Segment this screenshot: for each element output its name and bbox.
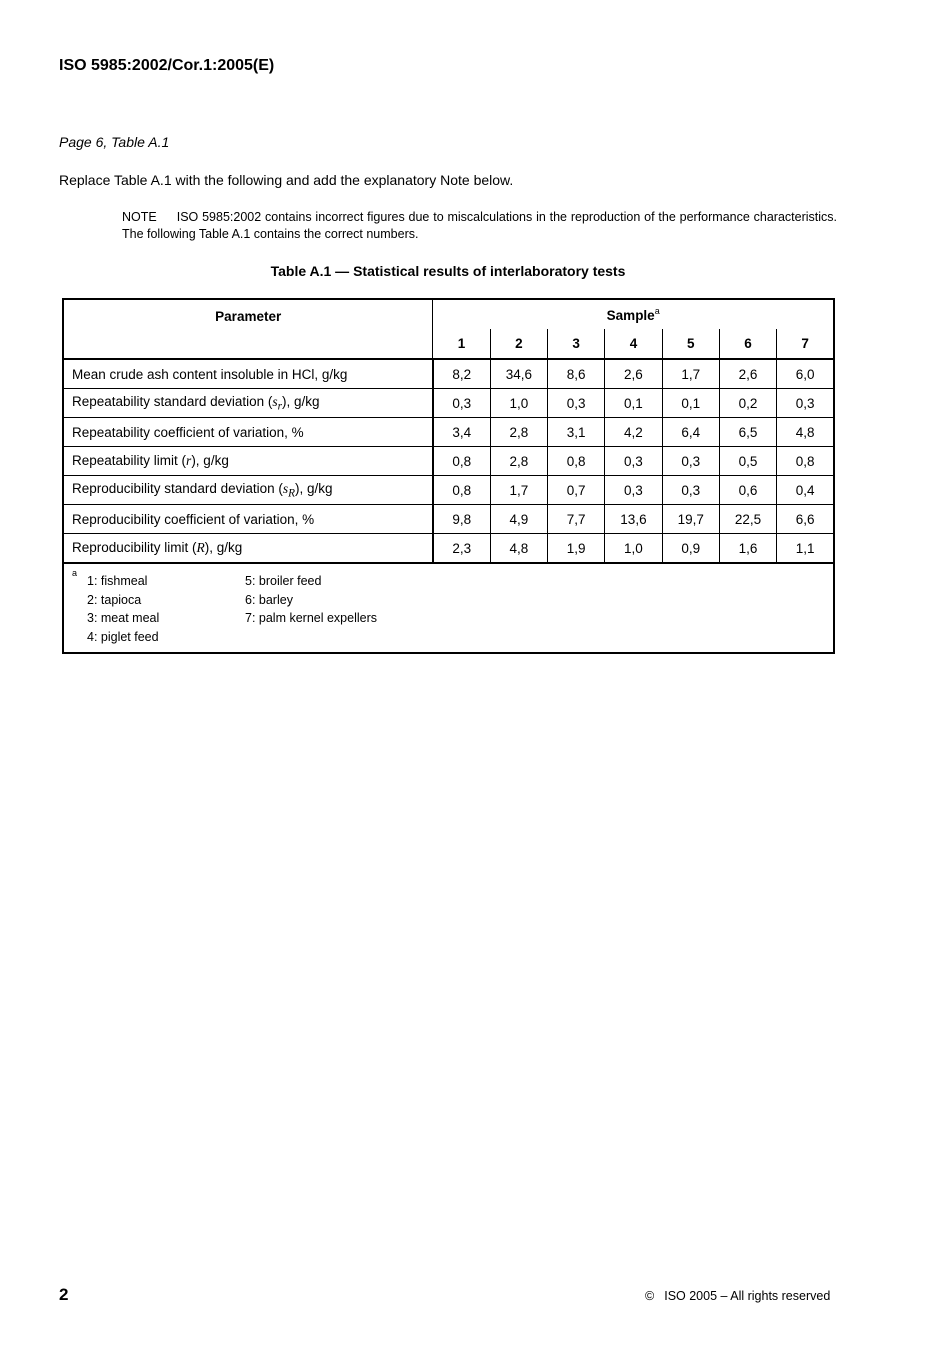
table-cell: 0,3 xyxy=(605,476,662,505)
row-label xyxy=(63,389,433,418)
row-label-text: ), g/kg xyxy=(204,540,243,555)
results-table xyxy=(62,298,835,654)
table-cell: 4,2 xyxy=(605,418,662,447)
page-reference: Page 6, Table A.1 xyxy=(59,134,170,150)
table-cell: 0,3 xyxy=(662,447,719,476)
row-label-text: Reproducibility standard deviation ( xyxy=(72,480,283,496)
row-label: Mean crude ash content insoluble in HCl, g/kg xyxy=(63,359,433,389)
note-text: ISO 5985:2002 contains incorrect figures due to miscalculations in the reproduction of the performance characteristics. The following Table A.1 contains the correct numbers. xyxy=(122,210,837,241)
table-cell: 1,1 xyxy=(777,534,834,564)
table-cell: 0,8 xyxy=(433,447,490,476)
table-cell: 4,9 xyxy=(490,505,547,534)
symbol: r xyxy=(186,453,192,468)
table-cell: 3,4 xyxy=(433,418,490,447)
table-title: Table A.1 — Statistical results of interlaboratory tests xyxy=(270,263,626,279)
instruction-text: Replace Table A.1 with the following and add the explanatory Note below. xyxy=(59,172,514,188)
table-cell: 8,6 xyxy=(548,359,605,389)
row-label-text: Reproducibility limit ( xyxy=(72,540,197,555)
table-cell: 0,3 xyxy=(662,476,719,505)
footnote-item: 2: tapioca xyxy=(87,592,142,607)
row-label xyxy=(63,447,433,476)
copyright-text: ISO 2005 – All rights reserved xyxy=(664,1289,831,1303)
table-row xyxy=(63,505,834,534)
table-cell: 8,2 xyxy=(433,359,490,389)
table-cell: 0,7 xyxy=(548,476,605,505)
footnote-item: 6: barley xyxy=(245,592,293,607)
table-cell: 0,5 xyxy=(719,447,776,476)
table-cell: 2,6 xyxy=(605,359,662,389)
table-cell: 2,3 xyxy=(433,534,490,564)
table-cell: 6,6 xyxy=(777,505,834,534)
sample-header-label: Sample xyxy=(606,308,655,323)
table-cell: 6,0 xyxy=(777,359,834,389)
row-label-text: ), g/kg xyxy=(191,453,229,468)
sample-number: 5 xyxy=(662,329,719,359)
table-row xyxy=(63,389,834,418)
footnote-item: 5: broiler feed xyxy=(245,574,322,588)
row-label: Reproducibility coefficient of variation, % xyxy=(63,505,433,534)
footnote-item: 4: piglet feed xyxy=(87,630,159,645)
table-cell: 0,2 xyxy=(719,389,776,418)
copyright-notice xyxy=(645,1289,830,1303)
table-row xyxy=(63,534,834,564)
sample-number: 1 xyxy=(433,329,490,359)
table-cell: 0,1 xyxy=(605,389,662,418)
table-cell: 22,5 xyxy=(719,505,776,534)
table-cell: 2,6 xyxy=(719,359,776,389)
page-number: 2 xyxy=(59,1285,69,1304)
table-cell: 1,0 xyxy=(490,389,547,418)
table-cell: 1,0 xyxy=(605,534,662,564)
symbol: s xyxy=(282,480,289,496)
table-cell: 0,4 xyxy=(777,476,834,505)
footnote-item: 7: palm kernel expellers xyxy=(245,611,378,626)
copyright-symbol: © xyxy=(645,1289,655,1303)
symbol: R xyxy=(196,540,205,555)
table-row xyxy=(63,418,834,447)
footnote-mark: a xyxy=(72,568,78,578)
row-label-text: Repeatability limit ( xyxy=(72,453,187,468)
row-label: Repeatability coefficient of variation, % xyxy=(63,418,433,447)
footnote-item: 3: meat meal xyxy=(87,611,160,626)
table-cell: 34,6 xyxy=(490,359,547,389)
sample-number: 4 xyxy=(605,329,662,359)
table-cell: 7,7 xyxy=(548,505,605,534)
table-cell: 0,3 xyxy=(433,389,490,418)
note-label: NOTE xyxy=(122,210,157,224)
symbol-subscript: r xyxy=(277,400,283,413)
table-cell: 1,9 xyxy=(548,534,605,564)
sample-number: 6 xyxy=(719,329,776,359)
table-cell: 4,8 xyxy=(777,418,834,447)
table-cell: 0,3 xyxy=(777,389,834,418)
symbol: s xyxy=(272,393,278,409)
table-cell: 0,3 xyxy=(605,447,662,476)
table-cell: 6,5 xyxy=(719,418,776,447)
sample-number: 2 xyxy=(490,329,547,359)
row-label-text: Repeatability standard deviation ( xyxy=(72,393,273,409)
symbol-subscript: R xyxy=(288,487,296,500)
table-row xyxy=(63,447,834,476)
sample-number: 7 xyxy=(777,329,834,359)
table-cell: 6,4 xyxy=(662,418,719,447)
table-cell: 9,8 xyxy=(433,505,490,534)
table-cell: 2,8 xyxy=(490,447,547,476)
document-id-header: ISO 5985:2002/Cor.1:2005(E) xyxy=(59,57,275,74)
table-cell: 0,8 xyxy=(777,447,834,476)
footnote-item: 1: fishmeal xyxy=(87,574,148,588)
table-cell: 0,3 xyxy=(548,389,605,418)
table-cell: 1,7 xyxy=(490,476,547,505)
table-cell: 0,8 xyxy=(433,476,490,505)
table-row xyxy=(63,476,834,505)
table-cell: 1,7 xyxy=(662,359,719,389)
table-row xyxy=(63,359,834,389)
table-cell: 0,8 xyxy=(548,447,605,476)
row-label xyxy=(63,534,433,564)
sample-number: 3 xyxy=(548,329,605,359)
table-cell: 4,8 xyxy=(490,534,547,564)
parameter-header: Parameter xyxy=(63,299,433,359)
note-paragraph xyxy=(122,209,837,243)
table-cell: 2,8 xyxy=(490,418,547,447)
table-cell: 0,9 xyxy=(662,534,719,564)
row-label xyxy=(63,476,433,505)
sample-footnote-mark: a xyxy=(654,306,660,316)
sample-header xyxy=(433,299,834,329)
table-footnote xyxy=(63,563,834,653)
table-cell: 13,6 xyxy=(605,505,662,534)
row-label-text: ), g/kg xyxy=(282,393,320,409)
table-cell: 3,1 xyxy=(548,418,605,447)
table-cell: 1,6 xyxy=(719,534,776,564)
footnote-list xyxy=(87,572,445,647)
row-label-text: ), g/kg xyxy=(295,480,333,496)
table-cell: 0,6 xyxy=(719,476,776,505)
table-cell: 19,7 xyxy=(662,505,719,534)
table-cell: 0,1 xyxy=(662,389,719,418)
